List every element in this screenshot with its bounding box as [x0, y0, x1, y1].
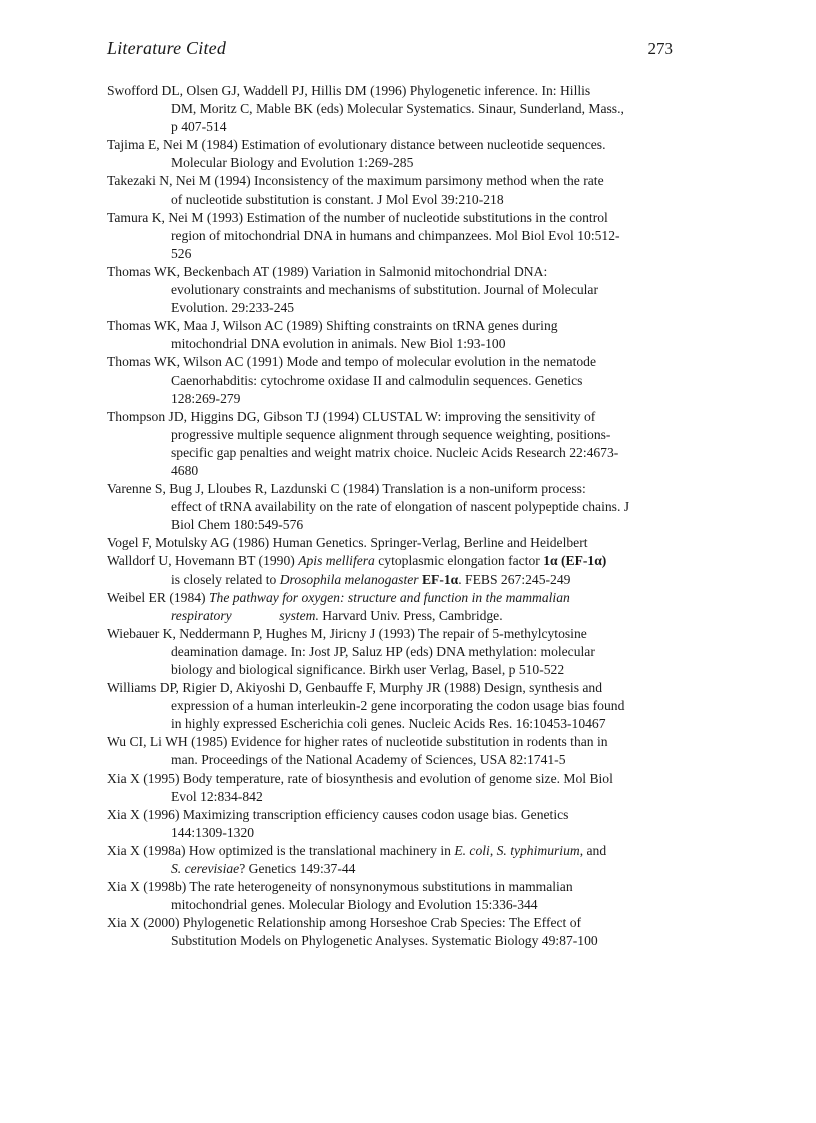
text: Weibel ER (1984) [107, 589, 209, 605]
reference-line: Substitution Models on Phylogenetic Analyses. Systematic Biology 49:87-100 [171, 933, 598, 949]
reference-list [107, 82, 697, 951]
reference-line: Thomas WK, Beckenbach AT (1989) Variation in Salmonid mitochondrial DNA: [107, 263, 548, 279]
reference-line: Caenorhabditis: cytochrome oxidase II and calmodulin sequences. Genetics [171, 372, 583, 388]
reference-line: Tajima E, Nei M (1984) Estimation of evolutionary distance between nucleotide sequences. [107, 137, 606, 153]
book-title: The pathway for oxygen: structure and function in the mammalian [208, 589, 570, 605]
reference-tamura-1993 [107, 209, 697, 263]
reference-line: deamination damage. In: Jost JP, Saluz HP (eds) DNA methylation: molecular [171, 643, 595, 659]
reference-line: Biol Chem 180:549-576 [171, 517, 304, 533]
reference-line: 128:269-279 [171, 390, 241, 406]
book-title: respiratory system. [171, 607, 319, 623]
text: Xia X (1998a) How optimized is the translational machinery in [107, 842, 455, 858]
reference-line: Vogel F, Motulsky AG (1986) Human Genetics. Springer-Verlag, Berline and Heidelbert [107, 535, 588, 551]
reference-line: Thomas WK, Wilson AC (1991) Mode and tempo of molecular evolution in the nematode [107, 354, 596, 370]
running-title: Literature Cited [107, 38, 227, 58]
reference-xia-1995 [107, 770, 697, 806]
reference-takezaki-1994 [107, 172, 697, 208]
reference-xia-1998b [107, 878, 697, 914]
reference-line [171, 860, 697, 878]
reference-line [107, 842, 697, 860]
reference-weibel-1984 [107, 589, 697, 625]
reference-wu-1985 [107, 733, 697, 769]
reference-line: Takezaki N, Nei M (1994) Inconsistency of the maximum parsimony method when the rate [107, 173, 604, 189]
reference-line [107, 589, 697, 607]
reference-line: Tamura K, Nei M (1993) Estimation of the number of nucleotide substitutions in the control [107, 209, 608, 225]
species-name: Apis mellifera [298, 553, 375, 569]
reference-line [107, 552, 697, 570]
reference-line: in highly expressed Escherichia coli genes. Nucleic Acids Res. 16:10453-10467 [171, 716, 606, 732]
reference-line: effect of tRNA availability on the rate of elongation of nascent polypeptide chains. J [171, 499, 630, 515]
species-name: E. coli [454, 842, 490, 858]
reference-line: biology and biological significance. Birkh user Verlag, Basel, p 510-522 [171, 662, 565, 677]
reference-line: Wu CI, Li WH (1985) Evidence for higher rates of nucleotide substitution in rodents than in [107, 734, 608, 750]
reference-line: evolutionary constraints and mechanisms of substitution. Journal of Molecular [171, 282, 598, 298]
reference-line: Evolution. 29:233-245 [171, 300, 295, 316]
reference-line: Williams DP, Rigier D, Akiyoshi D, Genbauffe F, Murphy JR (1988) Design, synthesis and [107, 680, 603, 696]
reference-xia-1998a [107, 842, 697, 878]
page-number: 273 [647, 39, 673, 58]
reference-line: of nucleotide substitution is constant. J Mol Evol 39:210-218 [171, 191, 504, 207]
reference-line: Xia X (2000) Phylogenetic Relationship among Horseshoe Crab Species: The Effect of [107, 915, 582, 931]
text: , and [579, 842, 607, 858]
reference-line: Varenne S, Bug J, Lloubes R, Lazdunski C (1984) Translation is a non-uniform process: [107, 481, 586, 497]
reference-vogel-1986 [107, 534, 697, 552]
factor-symbol: 1α (EF-1α) [543, 553, 607, 569]
reference-line: Xia X (1996) Maximizing transcription efficiency causes codon usage bias. Genetics [107, 806, 569, 822]
reference-line: region of mitochondrial DNA in humans and chimpanzees. Mol Biol Evol 10:512- [171, 227, 620, 243]
reference-line: Swofford DL, Olsen GJ, Waddell PJ, Hillis DM (1996) Phylogenetic inference. In: Hillis [107, 83, 591, 98]
reference-walldorf-1990 [107, 552, 697, 588]
reference-swofford-1996 [107, 82, 697, 136]
reference-line: Molecular Biology and Evolution 1:269-285 [171, 155, 414, 171]
reference-line [171, 571, 697, 589]
species-name: S. cerevisiae [171, 861, 240, 877]
factor-symbol: EF-1α [418, 571, 459, 587]
text: Harvard Univ. Press, Cambridge. [318, 607, 503, 623]
reference-line: mitochondrial DNA evolution in animals. New Biol 1:93-100 [171, 336, 506, 352]
reference-line: Evol 12:834-842 [171, 788, 263, 804]
reference-thompson-1994 [107, 408, 697, 480]
reference-xia-2000 [107, 914, 697, 950]
page-header [107, 38, 673, 64]
text: ? Genetics 149:37-44 [239, 861, 356, 877]
reference-tajima-1984 [107, 136, 697, 172]
reference-line: 526 [171, 245, 192, 261]
reference-thomas-maa-1989 [107, 317, 697, 353]
text: Walldorf U, Hovemann BT (1990) [107, 553, 299, 569]
reference-thomas-wilson-1991 [107, 353, 697, 407]
reference-xia-1996 [107, 806, 697, 842]
reference-line: p 407-514 [171, 119, 227, 135]
reference-line: specific gap penalties and weight matrix choice. Nucleic Acids Research 22:4673- [171, 444, 619, 460]
reference-line: progressive multiple sequence alignment through sequence weighting, positions- [171, 426, 611, 442]
species-name: S. typhimurium [496, 842, 580, 858]
reference-line: Xia X (1998b) The rate heterogeneity of nonsynonymous substitutions in mammalian [107, 879, 573, 895]
text: . FEBS 267:245-249 [458, 571, 571, 587]
reference-line: Wiebauer K, Neddermann P, Hughes M, Jiricny J (1993) The repair of 5-methylcytosine [107, 625, 587, 641]
species-name: Drosophila melanogaster [279, 571, 419, 587]
reference-thomas-beckenbach-1989 [107, 263, 697, 317]
reference-line [171, 607, 697, 625]
reference-line: 4680 [171, 462, 199, 478]
reference-line: DM, Moritz C, Mable BK (eds) Molecular Systematics. Sinaur, Sunderland, Mass., [171, 101, 624, 117]
reference-line: 144:1309-1320 [171, 824, 255, 840]
text: cytoplasmic elongation factor [374, 553, 544, 569]
text: , [489, 842, 497, 858]
reference-line: mitochondrial genes. Molecular Biology and Evolution 15:336-344 [171, 897, 538, 913]
reference-line: Thomas WK, Maa J, Wilson AC (1989) Shifting constraints on tRNA genes during [107, 318, 558, 334]
reference-line: man. Proceedings of the National Academy of Sciences, USA 82:1741-5 [171, 752, 566, 768]
reference-line: Xia X (1995) Body temperature, rate of biosynthesis and evolution of genome size. Mol Biol [107, 770, 613, 786]
text: is closely related to [171, 571, 280, 587]
reference-line: expression of a human interleukin-2 gene incorporating the codon usage bias found [171, 698, 625, 714]
reference-line: Thompson JD, Higgins DG, Gibson TJ (1994) CLUSTAL W: improving the sensitivity of [107, 408, 596, 424]
reference-williams-1988 [107, 679, 697, 733]
reference-varenne-1984 [107, 480, 697, 534]
reference-wiebauer-1993 [107, 625, 697, 679]
